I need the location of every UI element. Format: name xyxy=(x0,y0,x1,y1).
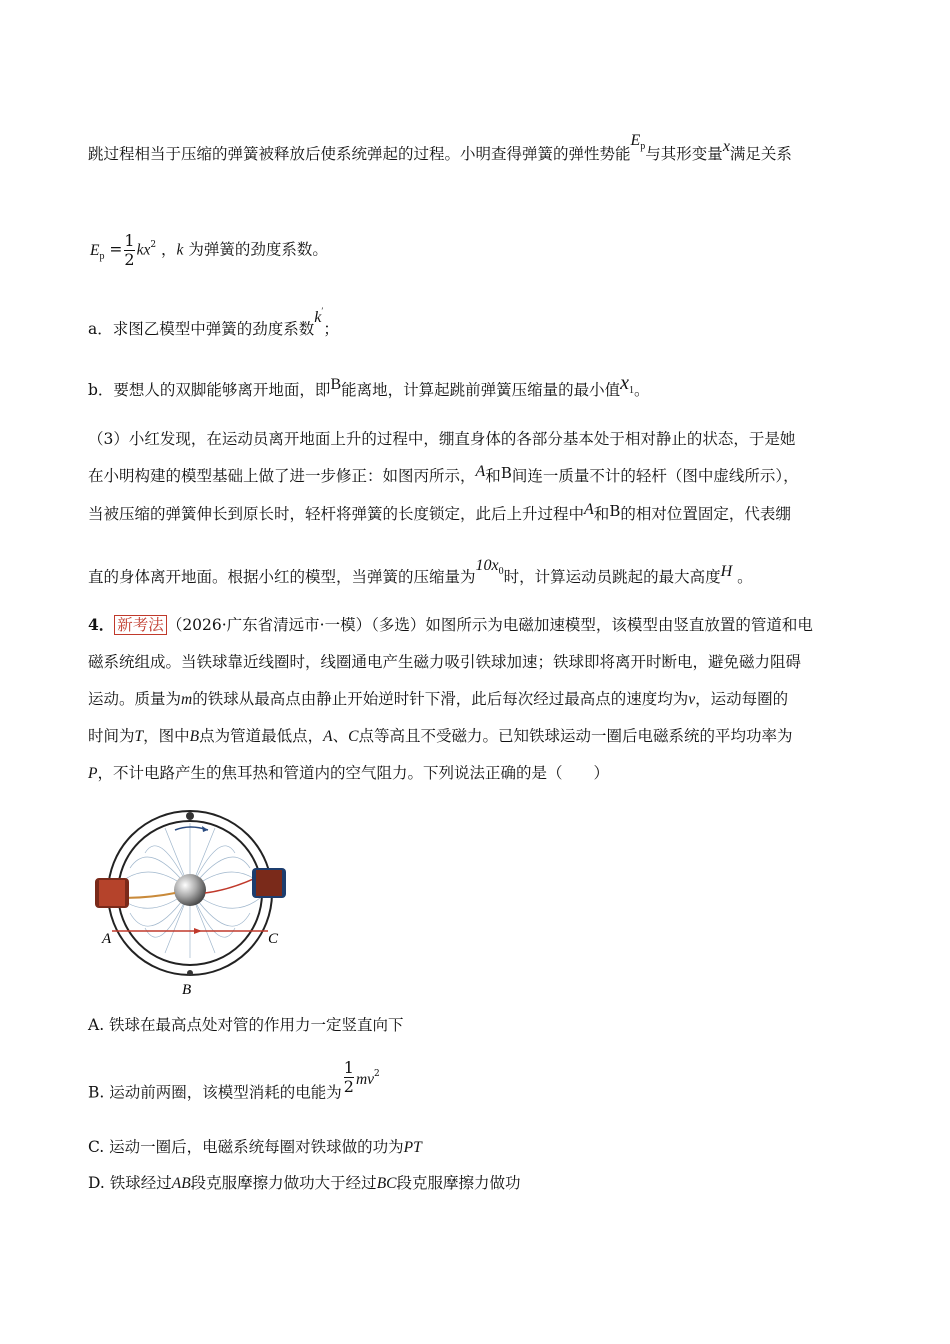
text: 。 xyxy=(737,568,753,586)
label-C: C xyxy=(268,931,279,947)
fraction-half: $\frac{1}{2}$ xyxy=(343,1058,354,1096)
text: 为弹簧的劲度系数。 xyxy=(188,240,328,259)
math-B: B xyxy=(609,502,621,520)
math-k: k xyxy=(176,241,184,259)
question-4-line xyxy=(88,725,792,748)
electromagnetic-model-figure xyxy=(90,798,290,998)
text: C. 运动一圈后，电磁系统每圈对铁球做的功为 xyxy=(88,1138,404,1156)
text: a．求图乙模型中弹簧的劲度系数 xyxy=(88,320,315,338)
math-H: H xyxy=(720,563,733,580)
text: 间连一质量不计的轻杆（图中虚线所示）， xyxy=(511,467,799,485)
text: ， xyxy=(161,240,177,259)
math-A: A xyxy=(584,501,594,518)
fraction-half: $\frac{1}{2}$ xyxy=(124,231,135,269)
math-C: C xyxy=(348,728,359,745)
text: 当被压缩的弹簧伸长到原长时，轻杆将弹簧的长度锁定，此后上升过程中 xyxy=(88,505,585,523)
formula-line xyxy=(90,232,328,269)
paragraph-line xyxy=(88,428,795,450)
paragraph-line xyxy=(88,465,799,488)
math-PT: PT xyxy=(403,1139,422,1156)
math-Ep: $E_p$ xyxy=(90,241,105,262)
text: （2026·广东省清远市·一模）（多选）如图所示为电磁加速模型，该模型由竖直放置的管道和电 xyxy=(166,616,813,634)
text: A. 铁球在最高点处对管的作用力一定竖直向下 xyxy=(88,1016,404,1034)
option-d xyxy=(88,1172,521,1195)
math-x: x xyxy=(722,138,730,155)
text: 能离地，计算起跳前弹簧压缩量的最小值 xyxy=(341,381,621,399)
text: 和 xyxy=(593,505,610,523)
paragraph-line xyxy=(88,132,792,168)
text: 时间为 xyxy=(88,727,135,745)
text: 的相对位置固定，代表绷 xyxy=(620,505,791,523)
math-Ep: $E_p$ xyxy=(630,132,646,152)
math-B: B xyxy=(189,728,200,745)
math-P: P xyxy=(88,765,98,782)
question-b xyxy=(88,372,650,404)
text: 、 xyxy=(332,727,349,745)
arrow-AC xyxy=(194,928,202,934)
new-method-tag: 新考法 xyxy=(114,615,167,635)
iron-ball-top xyxy=(186,812,194,820)
right-coil-winding xyxy=(256,870,282,896)
question-a xyxy=(88,306,339,342)
text: 时，计算运动员跳起的最大高度 xyxy=(503,568,721,586)
figure-svg xyxy=(90,798,290,998)
text: 满足关系 xyxy=(729,145,792,163)
text: b．要想人的双脚能够离开地面，即 xyxy=(88,381,331,399)
exponent: 2 xyxy=(374,1068,380,1079)
math-mv: mv xyxy=(355,1070,375,1088)
text: 磁系统组成。当铁球靠近线圈时，线圈通电产生磁力吸引铁球加速；铁球即将离开时断电，避免磁力阻碍 xyxy=(88,653,802,671)
text: 段克服摩擦力做功 xyxy=(396,1174,521,1192)
central-iron-sphere xyxy=(174,874,206,906)
label-B: B xyxy=(182,982,192,998)
exponent: 2 xyxy=(150,239,157,250)
text: B. 运动前两圈，该模型消耗的电能为 xyxy=(88,1083,342,1102)
text: 和 xyxy=(485,467,501,485)
option-c xyxy=(88,1136,422,1159)
text: ，运动每圈的 xyxy=(695,690,789,708)
wire-right xyxy=(205,876,260,893)
question-4-line xyxy=(88,651,801,673)
text: 。 xyxy=(634,381,650,399)
text: ，图中 xyxy=(143,727,190,745)
math-kx: kx xyxy=(136,241,151,259)
math-B: B xyxy=(500,464,512,482)
text: 跳过程相当于压缩的弹簧被释放后使系统弹起的过程。小明查得弹簧的弹性势能 xyxy=(88,145,631,163)
text: ； xyxy=(323,320,339,338)
math-B: B xyxy=(330,376,342,393)
math-v: v xyxy=(688,691,696,708)
text: ，不计电路产生的焦耳热和管道内的空气阻力。下列说法正确的是（ ） xyxy=(97,764,609,782)
math-T: T xyxy=(134,728,144,745)
point-B-marker xyxy=(187,970,193,976)
math-k-prime: k′ xyxy=(314,306,324,326)
math-AB: AB xyxy=(171,1175,191,1192)
text: 段克服摩擦力做功大于经过 xyxy=(190,1174,377,1192)
equals-sign: = xyxy=(109,240,123,259)
math-A: A xyxy=(475,463,486,480)
math-m: m xyxy=(181,691,193,708)
paragraph-line xyxy=(88,557,753,591)
math-A: A xyxy=(323,728,333,745)
option-a xyxy=(88,1014,404,1036)
paragraph-line xyxy=(88,503,791,526)
math-10x0: $10x_0$ xyxy=(475,557,504,577)
text: 直的身体离开地面。根据小红的模型，当弹簧的压缩量为 xyxy=(88,568,476,586)
math-x1: $x_1$ xyxy=(620,372,635,396)
text: 点为管道最低点， xyxy=(199,727,324,745)
left-coil-winding xyxy=(99,880,125,906)
question-4-line xyxy=(88,614,813,636)
label-A: A xyxy=(102,931,112,947)
question-4-line xyxy=(88,762,609,785)
math-BC: BC xyxy=(376,1175,397,1192)
text: 运动。质量为 xyxy=(88,690,182,708)
text: D. 铁球经过 xyxy=(88,1174,172,1192)
question-4-line xyxy=(88,688,788,711)
text: 在小明构建的模型基础上做了进一步修正：如图丙所示， xyxy=(88,467,476,485)
text: 点等高且不受磁力。已知铁球运动一圈后电磁系统的平均功率为 xyxy=(358,727,793,745)
text: 的铁球从最高点由静止开始逆时针下滑，此后每次经过最高点的速度均为 xyxy=(192,690,689,708)
text: 与其形变量 xyxy=(645,145,723,163)
text: （3）小红发现，在运动员离开地面上升的过程中，绷直身体的各部分基本处于相对静止的状态，于是她 xyxy=(88,430,796,448)
question-number: 4． xyxy=(88,615,115,634)
option-b xyxy=(88,1058,380,1112)
